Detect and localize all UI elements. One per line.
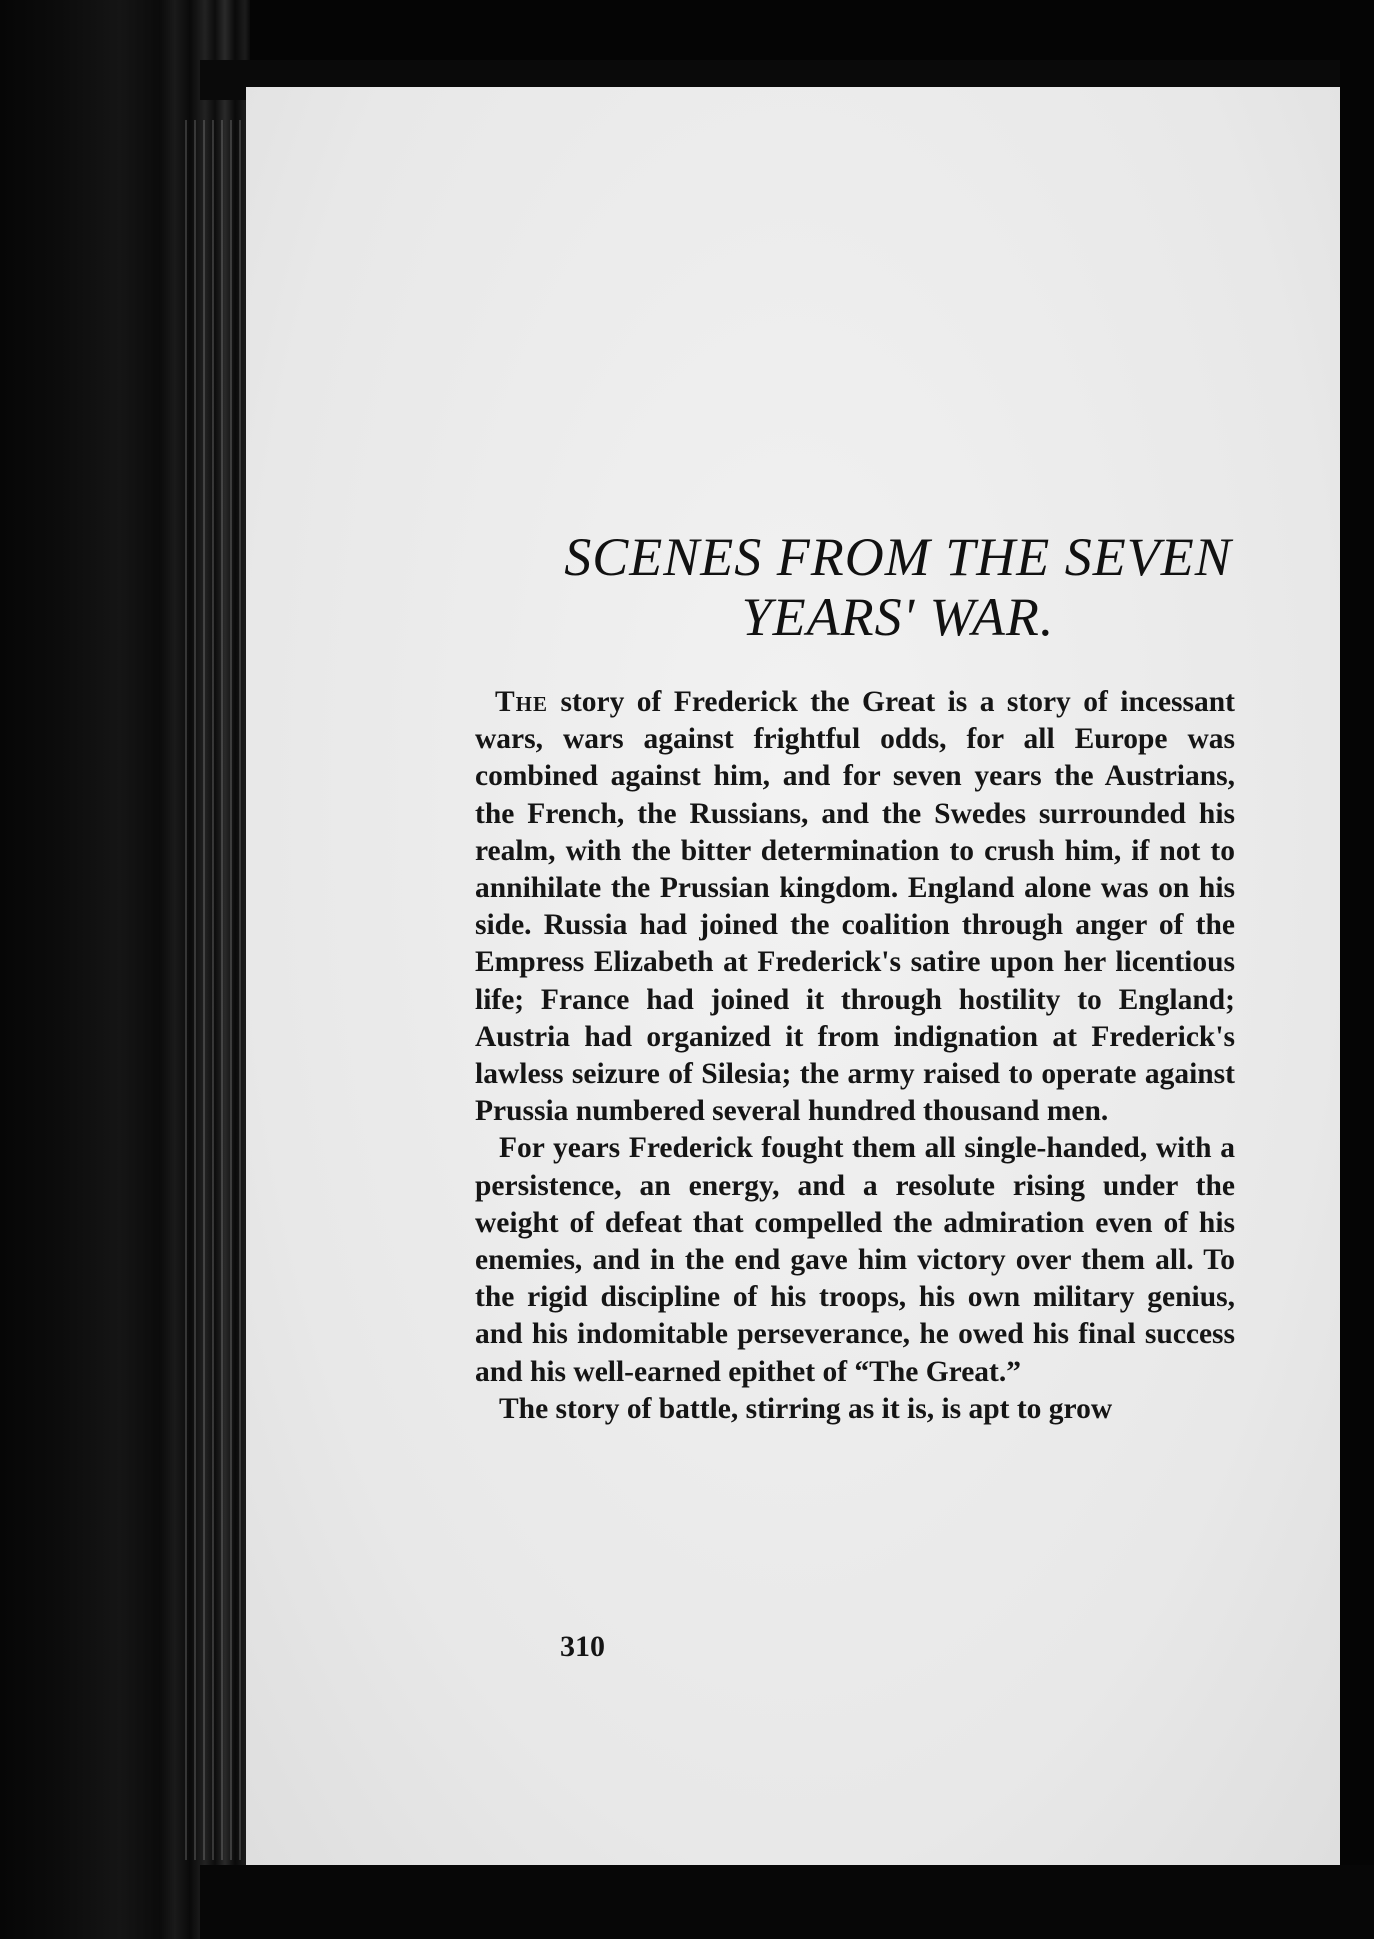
page-edges	[178, 120, 248, 1860]
paragraph-lead-word: The	[495, 686, 549, 718]
chapter-title-line-1: SCENES FROM THE SEVEN	[564, 527, 1232, 587]
paragraph-2: For years Frederick fought them all single-handed, with a persistence, an energy, and a resolute rising under the weight of defeat that compelled the admiration even of his enemies, and in the end gave him victory over them all. To the rigid discipline of his troops, his own military genius, and his indomitable perseverance, he owed his final success and his well-earned epithet of “The Great.”	[475, 1132, 1235, 1388]
paragraph-3: The story of battle, stirring as it is, is apt to grow	[499, 1392, 1113, 1425]
right-edge	[1340, 60, 1374, 1939]
page-number: 310	[560, 1630, 605, 1663]
bottom-edge	[200, 1865, 1374, 1939]
chapter-title	[246, 527, 1340, 647]
chapter-title-line-2: YEARS' WAR.	[741, 587, 1055, 647]
paragraph-1	[475, 684, 1235, 1130]
chapter-body	[475, 684, 1235, 1428]
paragraph-1-text: story of Frederick the Great is a story of incessant wars, wars against frightful odds, for all Europe was combined against him, and for seven years the Austrians, the French, the Russians, and the Swedes surrounded his realm, with the bitter determination to crush him, if not to annihilate the Prussian kingdom. England alone was on his side. Russia had joined the coalition through anger of the Empress Elizabeth at Frederick's satire upon her licentious life; France had joined it through hostility to England; Austria had organized it from indignation at Frederick's lawless seizure of Silesia; the army raised to operate against Prussia numbered several hundred thousand men.	[475, 686, 1235, 1128]
